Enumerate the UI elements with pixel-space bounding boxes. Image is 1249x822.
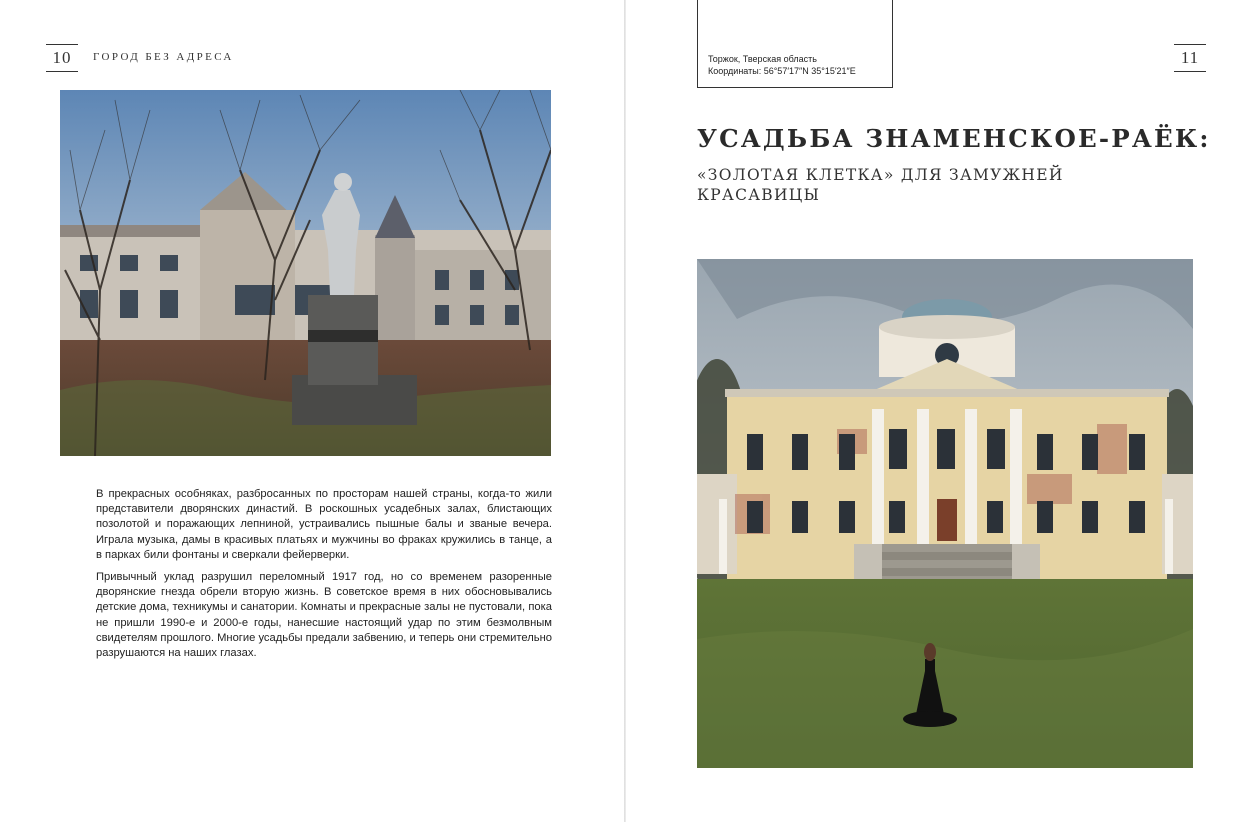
body-paragraph: В прекрасных особняках, разбросанных по просторам нашей страны, когда-то жили представители дворянских династий. В роскошных усадебных залах, блистающих позолотой и поражающих лепниной, устраивались пышные балы и званые вечера. Играла музыка, дамы в красивых платьях и мужчины во фраках кружились в танце, а в парках били фонтаны и сверкали фейерверки. [96,488,552,561]
running-head: ГОРОД БЕЗ АДРЕСА [93,51,234,63]
location-box [697,0,893,88]
article-body [96,487,552,668]
page-number-left: 10 [46,44,78,72]
page-number-right: 11 [1174,44,1206,72]
body-paragraph: Привычный уклад разрушил переломный 1917 год, но со временем разоренные дворянские гнезда обрели вторую жизнь. В советское время в них обосновывались детские дома, техникумы и санатории. Комнаты и прекрасные залы не пустовали, пока не пришли 1990-е и 2000-е годы, нанесшие настоящий удар по этим безмолвным свидетелям прошлого. Многие усадьбы предали забвению, и теперь они стремительно разрушаются на наших глазах. [96,571,552,660]
estate-facade-photo [697,259,1193,768]
location-coordinates: Координаты: 56°57′17″N 35°15′21″E [708,66,856,76]
article-subtitle: «ЗОЛОТАЯ КЛЕТКА» ДЛЯ ЗАМУЖНЕЙ КРАСАВИЦЫ [697,166,1064,204]
location-place: Торжок, Тверская область [708,54,817,64]
manor-monument-photo [60,90,551,456]
article-title: УСАДЬБА ЗНАМЕНСКОЕ-РАЁК: [697,124,1211,153]
